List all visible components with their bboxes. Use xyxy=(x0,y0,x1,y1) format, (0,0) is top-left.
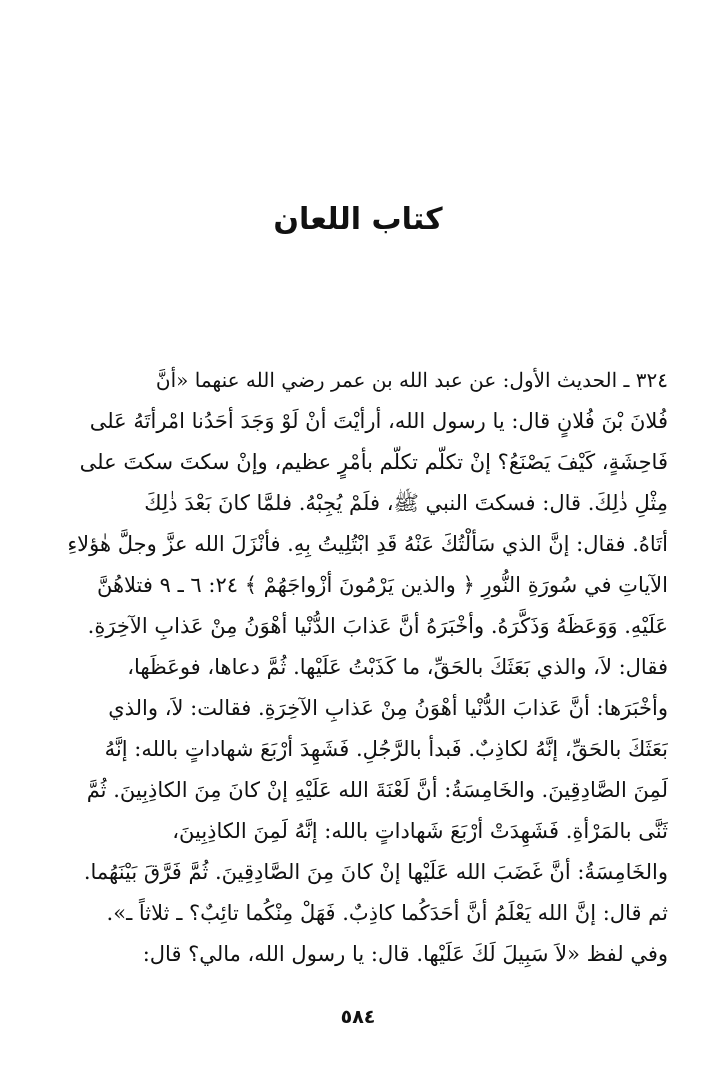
text-line: وأخْبَرَها: أنَّ عَذابَ الدُّنْيا أهْوَنُ مِنْ عَذابِ الآخِرَةِ. فقالت: لاَ، والذي xyxy=(108,696,668,720)
page-number: ٥٨٤ xyxy=(340,1006,376,1028)
text-line: فقال: لاَ، والذي بَعَثَكَ بالحَقِّ، ما كَذَبْتُ عَلَيْها. ثُمَّ دعاها، فوعَظَها، xyxy=(127,655,668,679)
text-line: ثَنَّى بالمَرْأةِ. فَشَهِدَتْ أرْبَعَ شَهاداتٍ بالله: إنَّهُ لَمِنَ الكاذِبِينَ، xyxy=(172,819,668,843)
hadith-text xyxy=(50,360,668,975)
text-line: عَلَيْهِ. وَوَعَظَهُ وَذَكَّرَهُ. وأخْبَرَهُ أنَّ عَذابَ الدُّنْيا أهْوَنُ مِنْ عَذابِ الآخِرَةِ. xyxy=(87,614,668,638)
text-line: أتَاهُ. فقال: إنَّ الذي سَألْتُكَ عَنْهُ قَدِ ابْتُلِيتُ بِهِ. فأنْزَلَ الله عزَّ وجلَّ هٰؤلاءِ xyxy=(67,532,668,556)
text-line: ٣٢٤ ـ الحديث الأول: عن عبد الله بن عمر رضي الله عنهما «أنَّ xyxy=(155,368,668,392)
text-line: ثم قال: إنَّ الله يَعْلَمُ أنَّ أحَدَكُما كاذِبٌ. فَهَلْ مِنْكُما تائِبٌ؟ ـ ثلاثاً ـ». xyxy=(106,901,668,925)
text-line: فُلانَ بْنَ فُلانٍ قال: يا رسول الله، أرأيْتَ أنْ لَوْ وَجَدَ أحَدُنا امْرأتَهُ عَلى xyxy=(89,409,668,433)
text-line: والخَامِسَةُ: أنَّ غَضَبَ الله عَلَيْها إنْ كانَ مِنَ الصَّادِقِينَ. ثُمَّ فَرَّقَ بَيْنَهُما. xyxy=(83,860,668,884)
text-line: فَاحِشَةٍ، كَيْفَ يَصْنَعُ؟ إنْ تكلّم تكلّم بأمْرٍ عظيم، وإنْ سكتَ سكتَ على xyxy=(79,450,668,474)
text-line: الآياتِ في سُورَةِ النُّورِ ﴿ والذين يَرْمُونَ أزْواجَهُمْ ﴾ ٢٤: ٦ ـ ٩ فتلاهُنَّ xyxy=(96,573,668,597)
text-line: وفي لفظ «لاَ سَبِيلَ لَكَ عَلَيْها. قال: يا رسول الله، مالي؟ قال: xyxy=(142,942,668,966)
text-line: بَعَثَكَ بالحَقِّ، إنَّهُ لكاذِبٌ. فَبدأ بالرَّجُلِ. فَشَهِدَ أرْبَعَ شهاداتٍ بالله: إنَّهُ xyxy=(104,737,668,761)
chapter-title: كتاب اللعان xyxy=(273,202,443,237)
text-line: مِثْلِ ذٰلِكَ. قال: فسكتَ النبي ﷺ، فلَمْ يُجِبْهُ. فلمَّا كانَ بَعْدَ ذٰلِكَ xyxy=(144,491,668,515)
text-line: لَمِنَ الصَّادِقِينَ. والخَامِسَةُ: أنَّ لَعْنَةَ الله عَلَيْهِ إنْ كانَ مِنَ الكاذِبِينَ. ثُمَّ xyxy=(86,778,668,802)
